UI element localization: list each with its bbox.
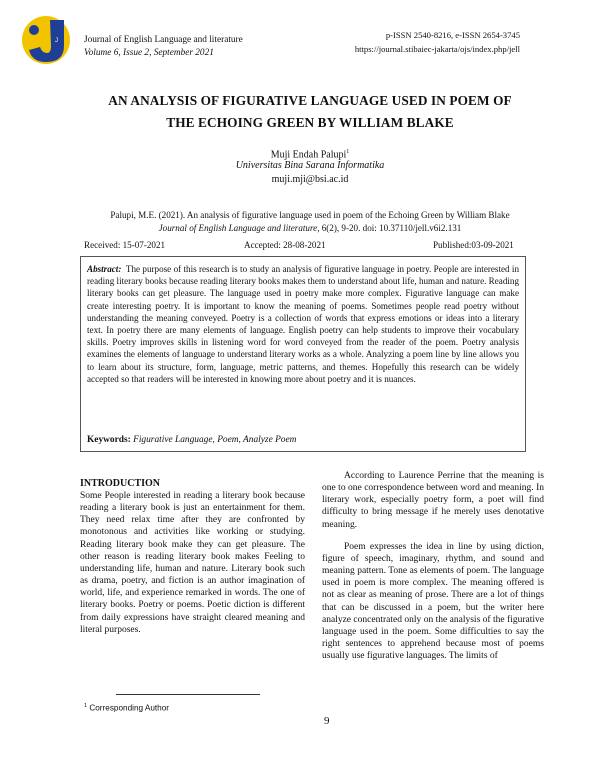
keywords: Keywords: Figurative Language, Poem, Analyze Poem — [87, 435, 297, 445]
citation-details: , 6(2), 9-20. doi: 10.37110/jell.v6i2.131 — [317, 223, 462, 233]
journal-logo — [20, 14, 72, 66]
author-name: Muji Endah Palupi$^1$ — [270, 149, 350, 161]
citation-journal: Journal of English Language and literature — [158, 223, 318, 233]
abstract-body — [87, 263, 519, 385]
journal-name: Journal of English Language and literature — [84, 35, 243, 45]
footnote-mark: 1 — [84, 703, 88, 709]
paper-title-line1: AN ANALYSIS OF FIGURATIVE LANGUAGE USED IN POEM OF — [108, 93, 512, 108]
date-published: Published:03-09-2021 — [433, 240, 514, 250]
left-column — [80, 478, 305, 636]
introduction-paragraph: Some People interested in reading a literary book because reading a literary book is just an entertainment for them. They need relax time after they are confronted by monotonous and activities like working or studying. Reading literary book make they can get pleasure. The other reason is reading literary book makes Feeling to understanding life, human and nature. Literary book such as drama, poetry, and fiction is an author imagination of world, life, and experience remarked in words. The one of literary books. Poetry or poems. Poetic diction is different from daily expressions have straight cleared meaning and literal purposes. — [80, 491, 305, 635]
keywords-label: Keywords — [87, 435, 128, 445]
citation-line1: Palupi, M.E. (2021). An analysis of figurative language used in poem of the Echoing Green by William Blake — [110, 210, 510, 220]
right-paragraph-1: According to Laurence Perrine that the meaning is one to one correspondence between word and meaning. In literary work, especially poetry form, a poet will find difficulty to bring message if he merely uses denotative meaning. — [322, 471, 544, 530]
journal-header — [84, 34, 243, 60]
journal-url[interactable]: https://journal.stibaiec-jakarta/ojs/index.php/jell — [354, 44, 520, 54]
date-received: Received: 15-07-2021 — [84, 240, 166, 250]
paper-title-line2: THE ECHOING GREEN BY WILLIAM BLAKE — [166, 115, 454, 130]
footnote-text: Corresponding Author — [89, 703, 169, 713]
citation-line2 — [80, 222, 540, 235]
logo-letter: J — [55, 38, 58, 44]
date-accepted: Accepted: 28-08-2021 — [244, 240, 326, 250]
abstract-box — [80, 256, 526, 452]
author-email[interactable]: muji.mji@bsi.ac.id — [271, 174, 349, 185]
right-paragraph-2: Poem expresses the idea in line by using diction, figure of speech, imaginary, rhythm, and sound and meaning pattern. Tone as elements of poem. The language used in poem is more complex. The meaning offered is not as clear as meaning of prose. There are a lot of things that can be discussed in a poem, but the writer here analyze concentrated only on the analysis of the figurative language used in the poem. Some difficulties to say the right sentences to apprehend because most of poems usually use figurative languages. The limits of — [322, 541, 544, 662]
footnote-separator — [116, 694, 260, 695]
abstract-text: The purpose of this research is to study an analysis of figurative language in poetry. People are interested in reading literary books because reading literary books makes them to understand about life, human and nature. Reading literary books can get pleasure. The language used in poetry make more complex. Figurative language can make create interesting poetry. It is important to know the meaning of poems. Sometimes people read poetry without understanding the meaning conveyed. Poetry is a collection of words that express emotions or ideas into a literary text. In poetry there are many elements of language. English poetry can help students to improve their vocabulary skills. Poetry improves skills in listening word for word conveyed from the reader of the poem. Poetry analysis examines the elements of language to understand literary works as a whole. Analyzing a poem line by line allows you to learn about its structure, form, language, metric patterns, and themes. Hopefully this research can be widely accepted so that readers will be interested in knowing more about poetry and it is nuances. — [87, 264, 519, 384]
right-column — [322, 470, 544, 672]
introduction-heading: INTRODUCTION — [80, 478, 161, 489]
volume-issue: Volume 6, Issue 2, September 2021 — [84, 48, 214, 58]
author-footnote-mark: 1 — [346, 149, 350, 155]
journal-identifiers — [330, 28, 520, 56]
issn: p-ISSN 2540-8216, e-ISSN 2654-3745 — [385, 30, 520, 40]
author-affiliation: Universitas Bina Sarana Informatika — [235, 160, 385, 171]
page-number: 9 — [324, 715, 330, 727]
keywords-list: Figurative Language, Poem, Analyze Poem — [133, 435, 297, 445]
abstract-label: Abstract: — [87, 264, 122, 274]
footnote — [84, 703, 169, 713]
